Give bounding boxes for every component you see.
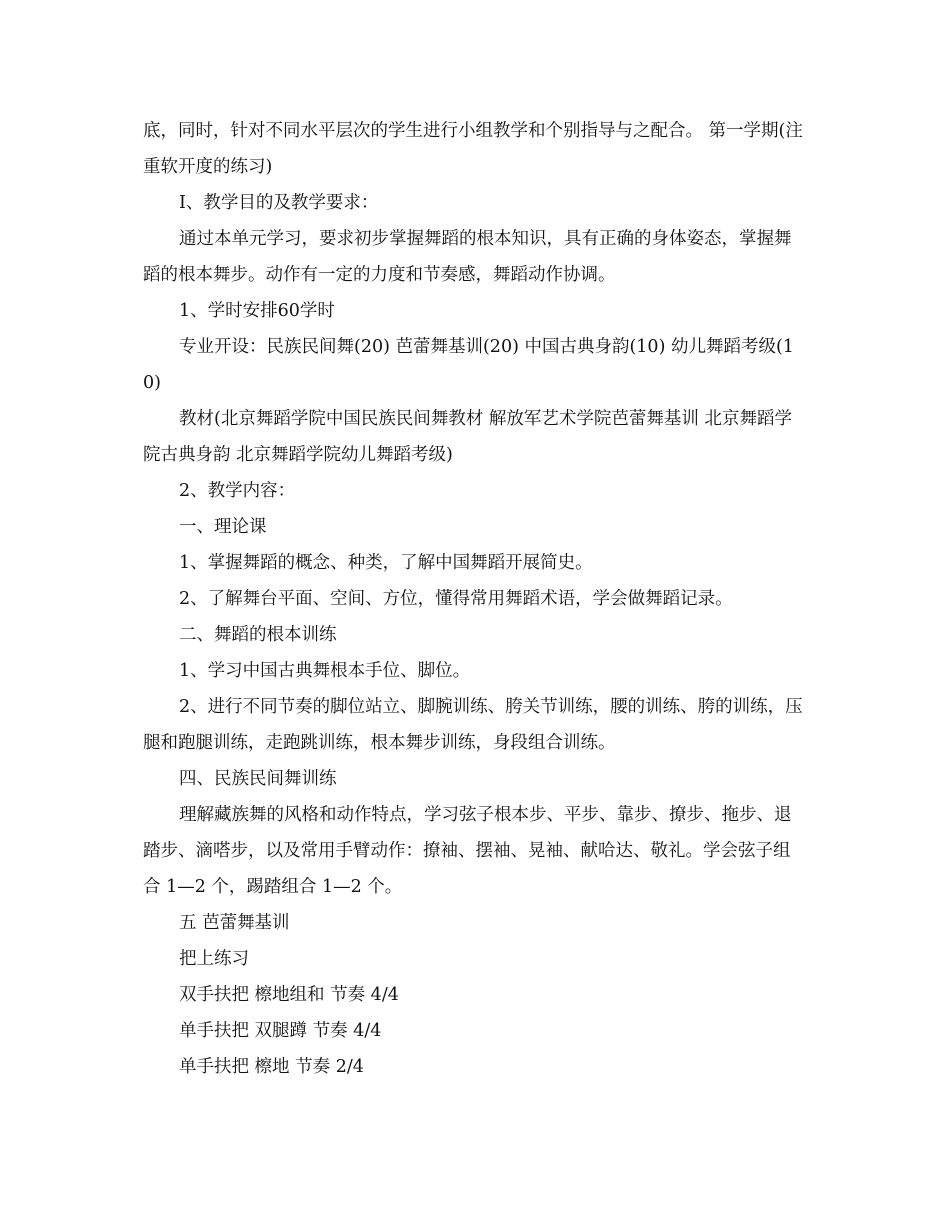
paragraph-3: 通过本单元学习，要求初步掌握舞蹈的根本知识，具有正确的身体姿态，掌握舞蹈的根本舞步。动作有一定的力度和节奏感，舞蹈动作协调。 <box>143 229 792 285</box>
paragraph-9: 1、掌握舞蹈的概念、种类，了解中国舞蹈开展简史。 <box>179 553 593 573</box>
paragraph-18: 双手扶把 檫地组和 节奏 4/4 <box>179 985 399 1005</box>
paragraph-2: Ⅰ、教学目的及教学要求： <box>179 193 379 213</box>
paragraph-19: 单手扶把 双腿蹲 节奏 4/4 <box>179 1021 382 1041</box>
paragraph-17: 把上练习 <box>179 949 249 969</box>
document-body <box>143 113 807 1085</box>
paragraph-12: 1、学习中国古典舞根本手位、脚位。 <box>179 661 471 681</box>
paragraph-16: 五 芭蕾舞基训 <box>179 913 290 933</box>
paragraph-11: 二、舞蹈的根本训练 <box>179 625 337 645</box>
paragraph-14: 四、民族民间舞训练 <box>179 769 337 789</box>
paragraph-13: 2、进行不同节奏的脚位站立、脚腕训练、胯关节训练，腰的训练、胯的训练，压腿和跑腿训练，走跑跳训练，根本舞步训练，身段组合训练。 <box>143 697 803 753</box>
paragraph-4: 1、学时安排60学时 <box>179 301 335 321</box>
paragraph-6: 教材(北京舞蹈学院中国民族民间舞教材 解放军艺术学院芭蕾舞基训 北京舞蹈学院古典身韵 北京舞蹈学院幼儿舞蹈考级) <box>143 409 792 465</box>
paragraph-7: 2、教学内容： <box>179 481 296 501</box>
paragraph-20: 单手扶把 檫地 节奏 2/4 <box>179 1057 364 1077</box>
paragraph-5: 专业开设：民族民间舞(20) 芭蕾舞基训(20) 中国古典身韵(10) 幼儿舞蹈考级(10) <box>143 337 794 393</box>
paragraph-8: 一、理论课 <box>179 517 267 537</box>
paragraph-1: 底，同时，针对不同水平层次的学生进行小组教学和个别指导与之配合。 第一学期(注重软开度的练习) <box>143 121 803 177</box>
paragraph-10: 2、了解舞台平面、空间、方位，懂得常用舞蹈术语，学会做舞蹈记录。 <box>179 589 733 609</box>
paragraph-15: 理解藏族舞的风格和动作特点，学习弦子根本步、平步、靠步、撩步、拖步、退踏步、滴嗒步，以及常用手臂动作：撩袖、摆袖、晃袖、献哈达、敬礼。学会弦子组合 1—2 个，踢踏组合 1—2 个。 <box>143 805 792 897</box>
